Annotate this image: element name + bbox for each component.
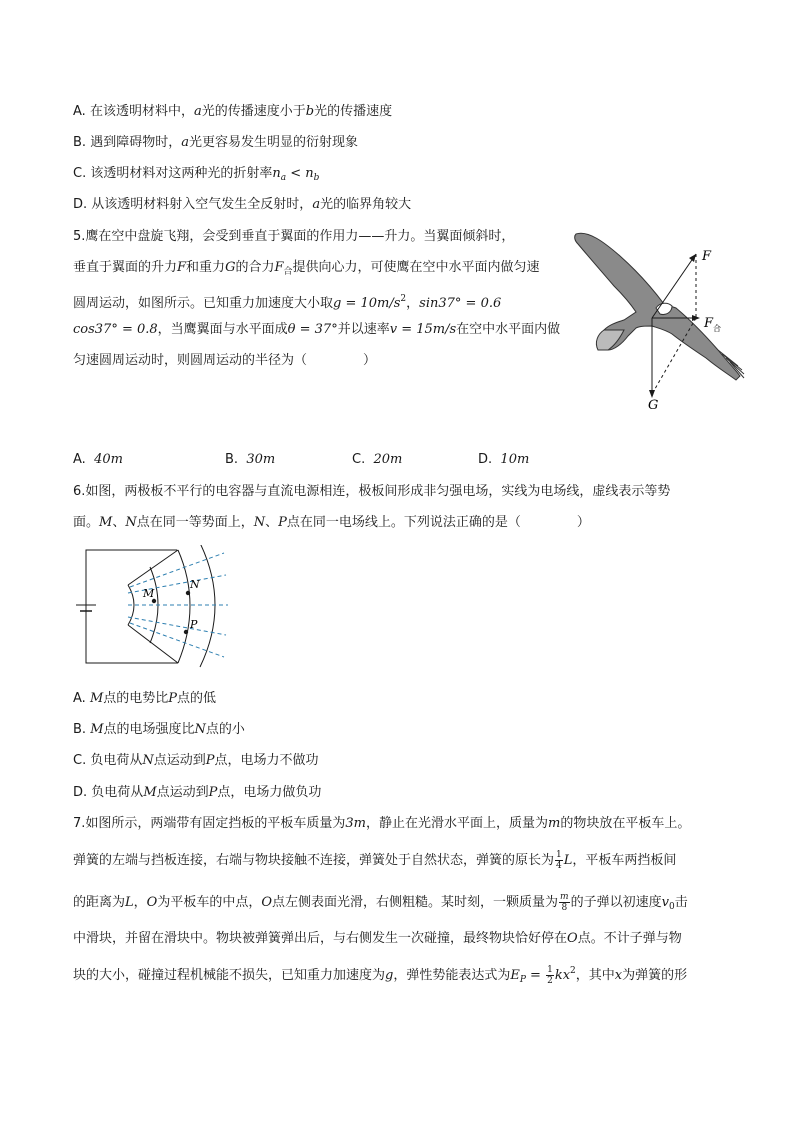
q7-line-5: 块的大小，碰撞过程机械能不损失，已知重力加速度为g，弹性势能表达式为$E_P$ = $\frac{1}{2}$ $kx^2$，其中x为弹簧的形 bbox=[73, 965, 688, 986]
q5-line-5: 匀速圆周运动时，则圆周运动的半径为（ ） bbox=[73, 353, 377, 368]
q6-option-a: A. M点的电势比P点的低 bbox=[73, 691, 217, 706]
q7-line-3: 的距离为L，O为平板车的中点，O点左侧表面光滑，右侧粗糙。某时刻，一颗质量为 $\frac{m}{8}$ 的子弹以初速度$v_0$击 bbox=[73, 892, 688, 913]
point-p bbox=[184, 630, 188, 634]
label-he: 合 bbox=[713, 324, 721, 333]
q4-option-c: C. 该透明材料对这两种光的折射率$n_a < n_b$ bbox=[73, 166, 320, 183]
capacitor-figure bbox=[70, 545, 240, 670]
q7-line-4: 中滑块，并留在滑块中。物块被弹簧弹出后，与右侧发生一次碰撞，最终物块恰好停在O点。不计子弹与物 bbox=[73, 931, 682, 946]
point-n bbox=[186, 591, 190, 595]
label-n: N bbox=[190, 578, 200, 591]
q6-option-c: C. 负电荷从N点运动到P点，电场力不做功 bbox=[73, 753, 319, 768]
eagle-figure bbox=[568, 226, 748, 416]
q5-line-2: 垂直于翼面的升力F和重力G的合力$F_合$提供向心力，可使鹰在空中水平面内做匀速 bbox=[73, 260, 540, 277]
q4-option-a: A. 在该透明材料中，a光的传播速度小于b光的传播速度 bbox=[73, 104, 393, 119]
q4-option-d: D. 从该透明材料射入空气发生全反射时，a光的临界角较大 bbox=[73, 197, 412, 212]
q6-option-b: B. M点的电场强度比N点的小 bbox=[73, 722, 245, 737]
q6-option-d: D. 负电荷从M点运动到P点，电场力做负功 bbox=[73, 785, 322, 800]
label-p: P bbox=[190, 618, 198, 631]
label-g: G bbox=[648, 398, 659, 413]
q5-option-c: C. 20m bbox=[352, 452, 403, 467]
q6-line-1: 6.如图，两极板不平行的电容器与直流电源相连，极板间形成非匀强电场，实线为电场线，虚线表示等势 bbox=[73, 484, 671, 499]
q6-line-2: 面。M、N点在同一等势面上，N、P点在同一电场线上。下列说法正确的是（ ） bbox=[73, 515, 590, 530]
q5-option-a: A. 40m bbox=[73, 452, 123, 467]
q7-line-1: 7.如图所示，两端带有固定挡板的平板车质量为3m，静止在光滑水平面上，质量为m的物块放在平板车上。 bbox=[73, 816, 691, 831]
q5-option-b: B. 30m bbox=[225, 452, 276, 467]
plate-bottom bbox=[128, 625, 178, 663]
q4-option-b: B. 遇到障碍物时，a光更容易发生明显的衍射现象 bbox=[73, 135, 358, 150]
q5-option-d: D. 10m bbox=[478, 452, 530, 467]
q7-line-2: 弹簧的左端与挡板连接，右端与物块接触不连接，弹簧处于自然状态，弹簧的原长为 $\frac{1}{4}$ L，平板车两挡板间 bbox=[73, 850, 677, 871]
q5-line-3: 圆周运动，如图所示。已知重力加速度大小取$g = 10m/s^2$，sin37° = 0.6 bbox=[73, 294, 502, 311]
q5-line-4: cos37° = 0.8，当鹰翼面与水平面成θ = 37°并以速率v = 15m/s在空中水平面内做 bbox=[73, 322, 561, 337]
label-fhe: F bbox=[704, 316, 714, 331]
label-m: M bbox=[143, 587, 155, 600]
q5-line-1: 5.鹰在空中盘旋飞翔，会受到垂直于翼面的作用力——升力。当翼面倾斜时， bbox=[73, 229, 515, 244]
plate-top bbox=[128, 550, 178, 585]
label-f: F bbox=[702, 249, 712, 264]
